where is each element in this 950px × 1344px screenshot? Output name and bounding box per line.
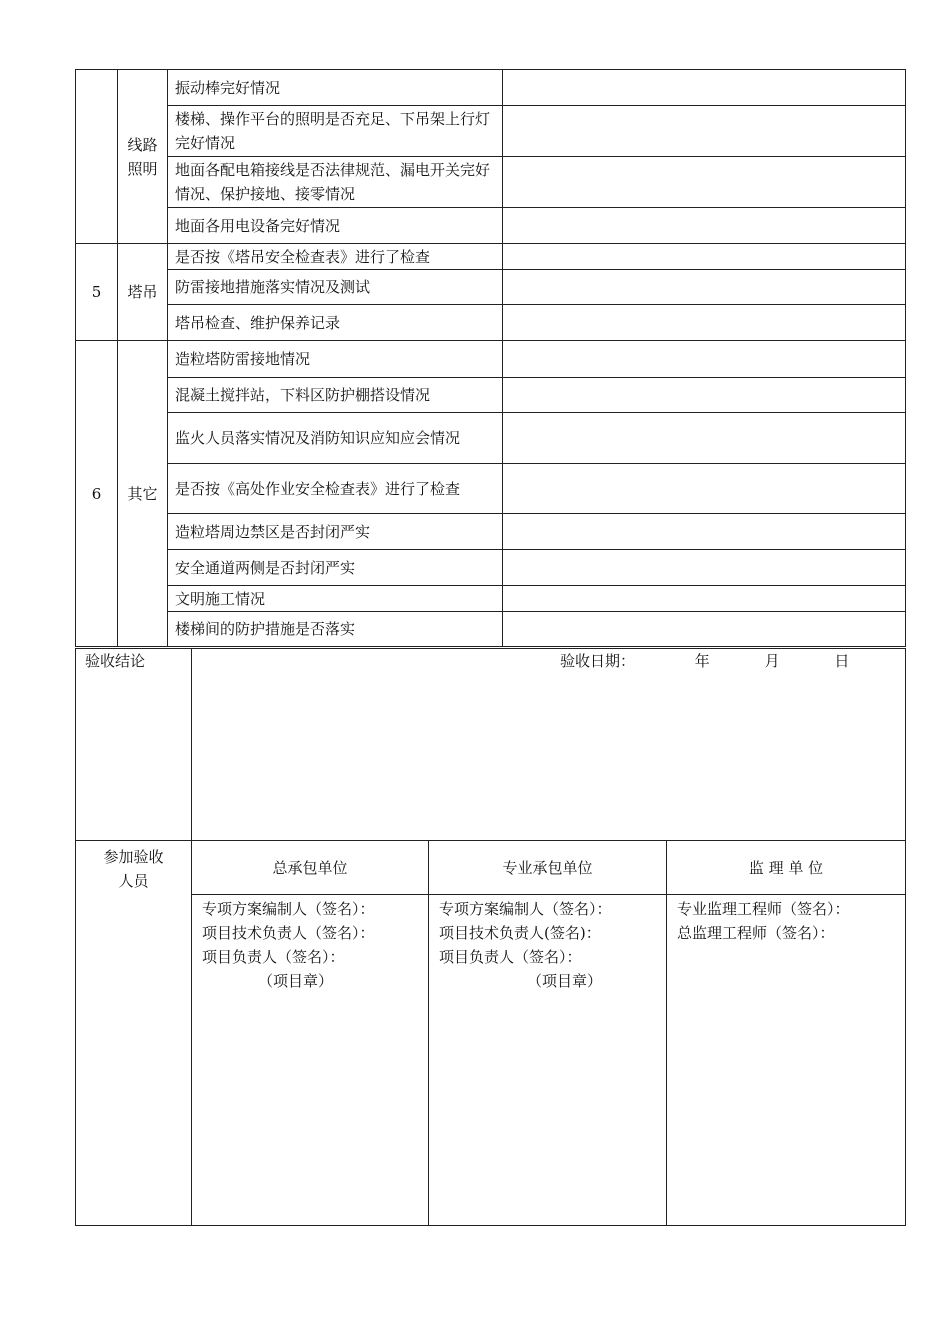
project-seal: （项目章） [527,972,603,990]
acceptance-table [75,648,906,1226]
conclusion-row [76,649,906,841]
check-item: 造粒塔防雷接地情况 [168,341,503,378]
check-item: 混凝土搅拌站，下料区防护棚搭设情况 [168,378,503,413]
table-row [76,514,906,550]
result-cell[interactable] [503,586,906,612]
check-item: 文明施工情况 [168,586,503,612]
general-contractor-signatures[interactable] [192,895,429,1226]
signature-line: 专项方案编制人（签名）： [439,900,612,918]
specialty-contractor-signatures[interactable] [429,895,667,1226]
project-seal: （项目章） [258,972,334,990]
result-cell[interactable] [503,244,906,270]
date-month: 月 [764,652,780,670]
table-row [76,612,906,647]
signature-line: 项目技术负责人(签名)： [439,924,601,942]
signature-line: 项目负责人（签名）： [202,948,345,966]
inspection-items-table [75,69,906,647]
column-supervisor: 监 理 单 位 [667,841,906,895]
participants-header-row [76,841,906,895]
signature-line: 专业监理工程师（签名）： [677,900,850,918]
result-cell[interactable] [503,106,906,157]
signature-line: 专项方案编制人（签名）： [202,900,375,918]
item-number: 5 [76,244,118,341]
result-cell[interactable] [503,208,906,244]
result-cell[interactable] [503,612,906,647]
category-label: 线路照明 [127,135,158,178]
signature-line: 项目技术负责人（签名）： [202,924,375,942]
result-cell[interactable] [503,464,906,514]
table-row [76,550,906,586]
check-item: 振动棒完好情况 [168,70,503,106]
result-cell[interactable] [503,70,906,106]
table-row [76,270,906,305]
check-item: 监火人员落实情况及消防知识应知应会情况 [168,413,503,464]
table-row [76,413,906,464]
check-item: 楼梯、操作平台的照明是否充足、下吊架上行灯完好情况 [168,106,503,157]
result-cell[interactable] [503,378,906,413]
table-row [76,70,906,106]
supervisor-signatures[interactable] [667,895,906,1226]
check-item: 防雷接地措施落实情况及测试 [168,270,503,305]
table-row [76,586,906,612]
table-row [76,464,906,514]
conclusion-label: 验收结论 [76,649,192,841]
check-item: 是否按《塔吊安全检查表》进行了检查 [168,244,503,270]
table-row [76,106,906,157]
category-lighting [118,70,168,244]
check-item: 地面各用电设备完好情况 [168,208,503,244]
signature-line: 总监理工程师（签名）： [677,924,835,942]
result-cell[interactable] [503,413,906,464]
date-label: 验收日期： [560,652,636,670]
check-item: 塔吊检查、维护保养记录 [168,305,503,341]
table-row [76,157,906,208]
check-item: 是否按《高处作业安全检查表》进行了检查 [168,464,503,514]
acceptance-date [560,649,849,673]
result-cell[interactable] [503,305,906,341]
participants-label-text: 参加验收人员 [103,848,164,890]
category-tower-crane: 塔吊 [118,244,168,341]
check-item: 造粒塔周边禁区是否封闭严实 [168,514,503,550]
table-row [76,244,906,270]
result-cell[interactable] [503,550,906,586]
result-cell[interactable] [503,341,906,378]
participants-label [76,841,192,1226]
conclusion-field[interactable] [192,649,906,841]
signature-row [76,895,906,1226]
column-specialty-contractor: 专业承包单位 [429,841,667,895]
item-number-empty [76,70,118,244]
category-others: 其它 [118,341,168,647]
date-day: 日 [834,652,850,670]
table-row [76,341,906,378]
result-cell[interactable] [503,157,906,208]
result-cell[interactable] [503,514,906,550]
check-item: 安全通道两侧是否封闭严实 [168,550,503,586]
column-general-contractor: 总承包单位 [192,841,429,895]
table-row [76,305,906,341]
table-row [76,378,906,413]
item-number: 6 [76,341,118,647]
check-item: 地面各配电箱接线是否法律规范、漏电开关完好情况、保护接地、接零情况 [168,157,503,208]
date-year: 年 [694,652,710,670]
check-item: 楼梯间的防护措施是否落实 [168,612,503,647]
result-cell[interactable] [503,270,906,305]
table-row [76,208,906,244]
signature-line: 项目负责人（签名）： [439,948,582,966]
